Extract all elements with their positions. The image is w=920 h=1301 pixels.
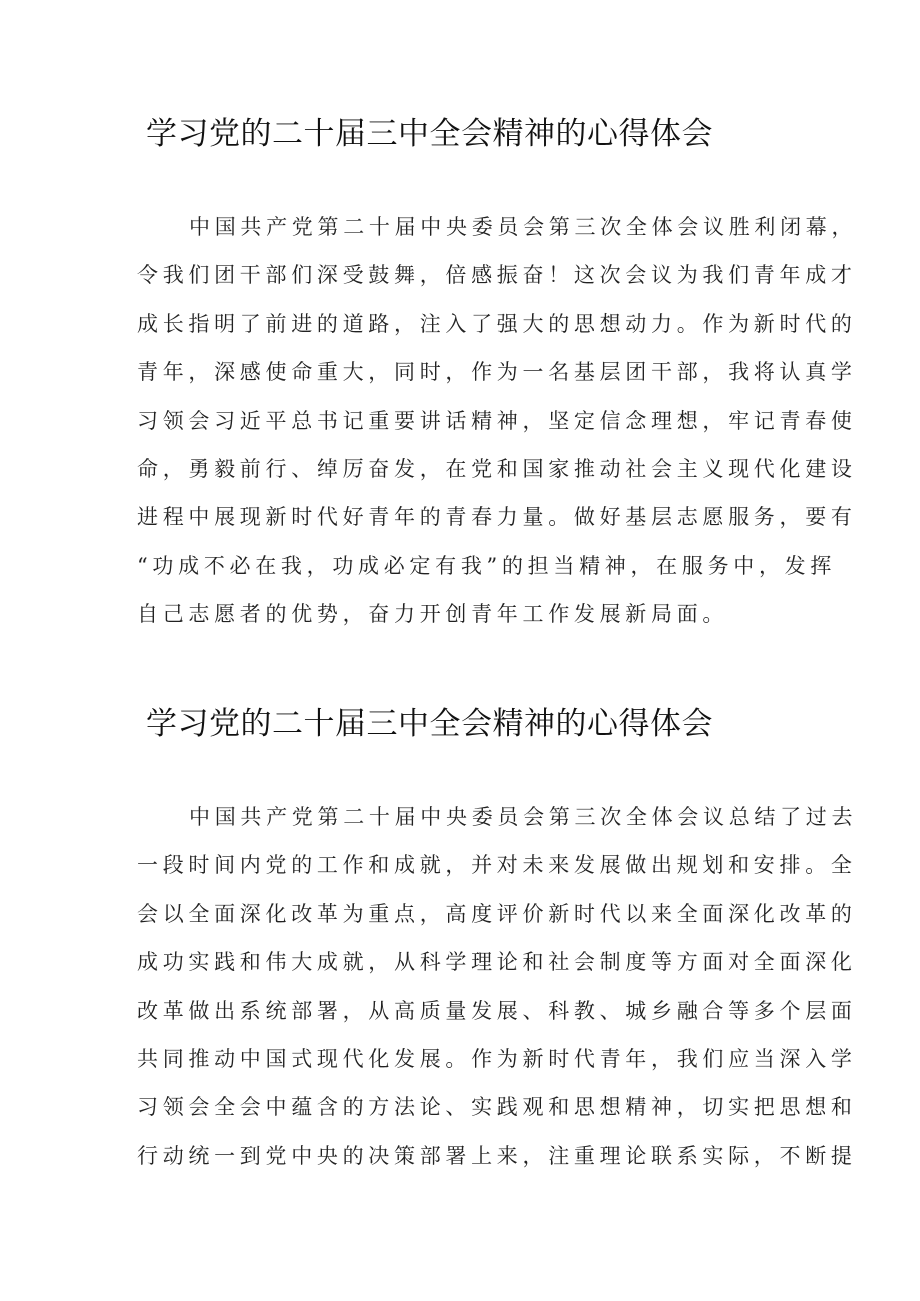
- paragraph-line: 中国共产党第二十届中央委员会第三次全体会议胜利闭幕，: [189, 215, 858, 239]
- paragraph-line: 进程中展现新时代好青年的青春力量。做好基层志愿服务，要有: [137, 505, 857, 530]
- paragraph-line: 成功实践和伟大成就，从科学理论和社会制度等方面对全面深化: [137, 950, 857, 975]
- paragraph-line: 青年，深感使命重大，同时，作为一名基层团干部，我将认真学: [137, 360, 857, 385]
- section-1-title: 学习党的二十届三中全会精神的心得体会: [146, 116, 713, 152]
- paragraph-line: 改革做出系统部署，从高质量发展、科教、城乡融合等多个层面: [137, 998, 857, 1023]
- paragraph-line: 行动统一到党中央的决策部署上来，注重理论联系实际，不断提: [137, 1143, 857, 1168]
- paragraph-line: 一段时间内党的工作和成就，并对未来发展做出规划和安排。全: [137, 853, 857, 878]
- paragraph-line: 共同推动中国式现代化发展。作为新时代青年，我们应当深入学: [137, 1047, 857, 1072]
- section-2-title: 学习党的二十届三中全会精神的心得体会: [146, 706, 713, 742]
- section-2-body: [137, 793, 858, 1180]
- paragraph-line: 习领会全会中蕴含的方法论、实践观和思想精神，切实把思想和: [137, 1095, 857, 1120]
- paragraph-line: 成长指明了前进的道路，注入了强大的思想动力。作为新时代的: [137, 311, 857, 336]
- paragraph-line: 令我们团干部们深受鼓舞，倍感振奋！这次会议为我们青年成才: [137, 263, 857, 288]
- paragraph-line: 自己志愿者的优势，奋力开创青年工作发展新局面。: [137, 602, 729, 627]
- section-1-body: [137, 203, 858, 639]
- paragraph-line: 中国共产党第二十届中央委员会第三次全体会议总结了过去: [189, 805, 858, 829]
- paragraph-line: 会以全面深化改革为重点，高度评价新时代以来全面深化改革的: [137, 901, 857, 926]
- paragraph-line: 习领会习近平总书记重要讲话精神，坚定信念理想，牢记青春使: [137, 408, 857, 433]
- paragraph-line: 命，勇毅前行、绰厉奋发，在党和国家推动社会主义现代化建设: [137, 457, 857, 482]
- paragraph-line: “功成不必在我，功成必定有我”的担当精神，在服务中，发挥: [137, 553, 837, 578]
